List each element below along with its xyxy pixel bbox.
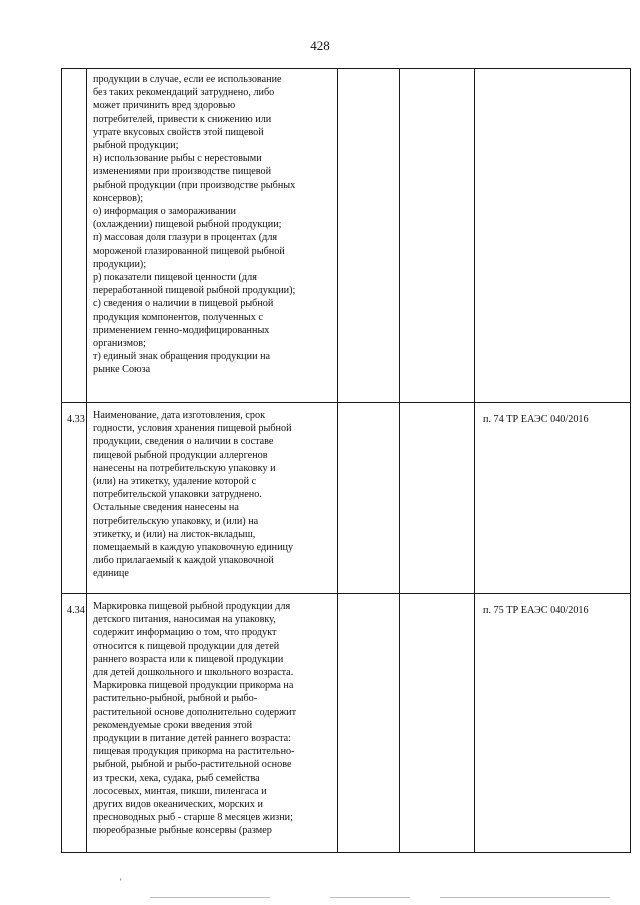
text-line: Маркировка пищевой рыбной продукции для bbox=[93, 601, 291, 612]
text-line: может причинить вред здоровью bbox=[93, 100, 236, 112]
text-line: применением генно-модифицированных bbox=[93, 324, 270, 336]
page-number: 428 bbox=[310, 38, 330, 53]
empty-cell bbox=[338, 594, 400, 853]
text-line: без таких рекомендаций затруднено, либо bbox=[93, 87, 275, 99]
text-line: Наименование, дата изготовления, срок bbox=[93, 410, 266, 421]
text-line: продукции, сведения о наличии в составе bbox=[93, 436, 274, 448]
text-line: содержит информацию о том, что продукт bbox=[93, 627, 277, 639]
text-line: растительной основе дополнительно содержит bbox=[93, 706, 297, 718]
text-line: рынке Союза bbox=[93, 364, 151, 376]
reference-cell bbox=[475, 69, 631, 403]
text-line: для детей дошкольного и школьного возраста. bbox=[93, 667, 294, 679]
text-line: лососевых, минтая, пикши, пиленгаса и bbox=[93, 785, 267, 797]
text-line: Остальные сведения нанесены на bbox=[93, 502, 239, 514]
text-line: растительно-рыбной, рыбной и рыбо- bbox=[93, 693, 258, 705]
text-line: (охлаждении) пищевой рыбной продукции; bbox=[93, 219, 282, 231]
text-line: помещаемый в каждую упаковочную единицу bbox=[93, 542, 294, 554]
scan-artifact-line bbox=[330, 897, 410, 898]
text-line: п) массовая доля глазури в процентах (для bbox=[93, 232, 278, 244]
text-line: н) использование рыбы с нерестовыми bbox=[93, 153, 262, 165]
text-line: из трески, хека, судака, рыб семейства bbox=[93, 772, 260, 784]
text-line: рекомендуемые сроки введения этой bbox=[93, 719, 253, 731]
row-number: 4.33 bbox=[62, 403, 87, 594]
text-line: рыбной продукции (при производстве рыбных bbox=[93, 179, 296, 191]
text-line: (или) на этикетку, удаление которой с bbox=[93, 476, 257, 488]
table-row-4-33 bbox=[62, 403, 631, 594]
text-line: нанесены на потребительскую упаковку и bbox=[93, 462, 276, 474]
text-line: этикетку, и (или) на листок-вкладыш, bbox=[93, 528, 256, 540]
text-line: мороженой глазированной пищевой рыбной bbox=[93, 245, 285, 257]
text-line: изменениями при производстве пищевой bbox=[93, 166, 272, 178]
text-line: продукции в случае, если ее использование bbox=[93, 74, 282, 85]
text-line: с) сведения о наличии в пищевой рыбной bbox=[93, 298, 274, 310]
requirement-text bbox=[87, 69, 338, 403]
requirement-text bbox=[87, 594, 338, 853]
text-line: пресноводных рыб - старше 8 месяцев жизни; bbox=[93, 812, 293, 824]
empty-cell bbox=[400, 69, 475, 403]
scan-mark: ' bbox=[120, 877, 122, 887]
row-number bbox=[62, 69, 87, 403]
row-number: 4.34 bbox=[62, 594, 87, 853]
text-line: пищевой рыбной продукции аллергенов bbox=[93, 449, 268, 461]
text-line: утрате вкусовых свойств этой пищевой bbox=[93, 126, 264, 138]
text-line: детского питания, наносимая на упаковку, bbox=[93, 614, 276, 626]
reference-cell: п. 74 ТР ЕАЭС 040/2016 bbox=[475, 403, 631, 594]
text-line: Маркировка пищевой продукции прикорма на bbox=[93, 680, 294, 692]
text-line: о) информация о замораживании bbox=[93, 206, 236, 218]
text-line: единице bbox=[93, 568, 129, 580]
empty-cell bbox=[400, 403, 475, 594]
text-line: относится к пищевой продукции для детей bbox=[93, 640, 280, 652]
regulation-table bbox=[61, 68, 631, 853]
text-line: рыбной, рыбной и рыбо-растительной основе bbox=[93, 759, 292, 771]
table-row-4-34 bbox=[62, 594, 631, 853]
text-line: пищевая продукция прикорма на растительно- bbox=[93, 746, 295, 758]
text-line: других видов океанических, морских и bbox=[93, 799, 263, 811]
text-line: переработанной пищевой рыбной продукции); bbox=[93, 285, 296, 297]
empty-cell bbox=[400, 594, 475, 853]
text-line: продукция компонентов, полученных с bbox=[93, 311, 263, 323]
text-line: потребительскую упаковку, и (или) на bbox=[93, 515, 259, 527]
text-line: потребительской упаковки затруднено. bbox=[93, 489, 262, 501]
text-line: организмов; bbox=[93, 338, 146, 350]
text-line: консервов); bbox=[93, 192, 144, 204]
text-line: р) показатели пищевой ценности (для bbox=[93, 272, 257, 284]
text-line: раннего возраста или к пищевой продукции bbox=[93, 653, 284, 665]
text-line: рыбной продукции; bbox=[93, 140, 179, 152]
empty-cell bbox=[338, 403, 400, 594]
text-line: продукции в питание детей раннего возраста: bbox=[93, 733, 292, 745]
text-line: пюреобразные рыбные консервы (размер bbox=[93, 825, 272, 837]
scan-artifact-line bbox=[440, 897, 610, 898]
reference-cell: п. 75 ТР ЕАЭС 040/2016 bbox=[475, 594, 631, 853]
text-line: потребителей, привести к снижению или bbox=[93, 113, 272, 125]
scan-artifact-line bbox=[150, 897, 270, 898]
table-row-continuation bbox=[62, 69, 631, 403]
text-line: годности, условия хранения пищевой рыбной bbox=[93, 423, 292, 435]
text-line: продукции); bbox=[93, 258, 147, 270]
empty-cell bbox=[338, 69, 400, 403]
requirement-text bbox=[87, 403, 338, 594]
text-line: т) единый знак обращения продукции на bbox=[93, 351, 271, 363]
text-line: либо прилагаемый к каждой упаковочной bbox=[93, 555, 274, 567]
